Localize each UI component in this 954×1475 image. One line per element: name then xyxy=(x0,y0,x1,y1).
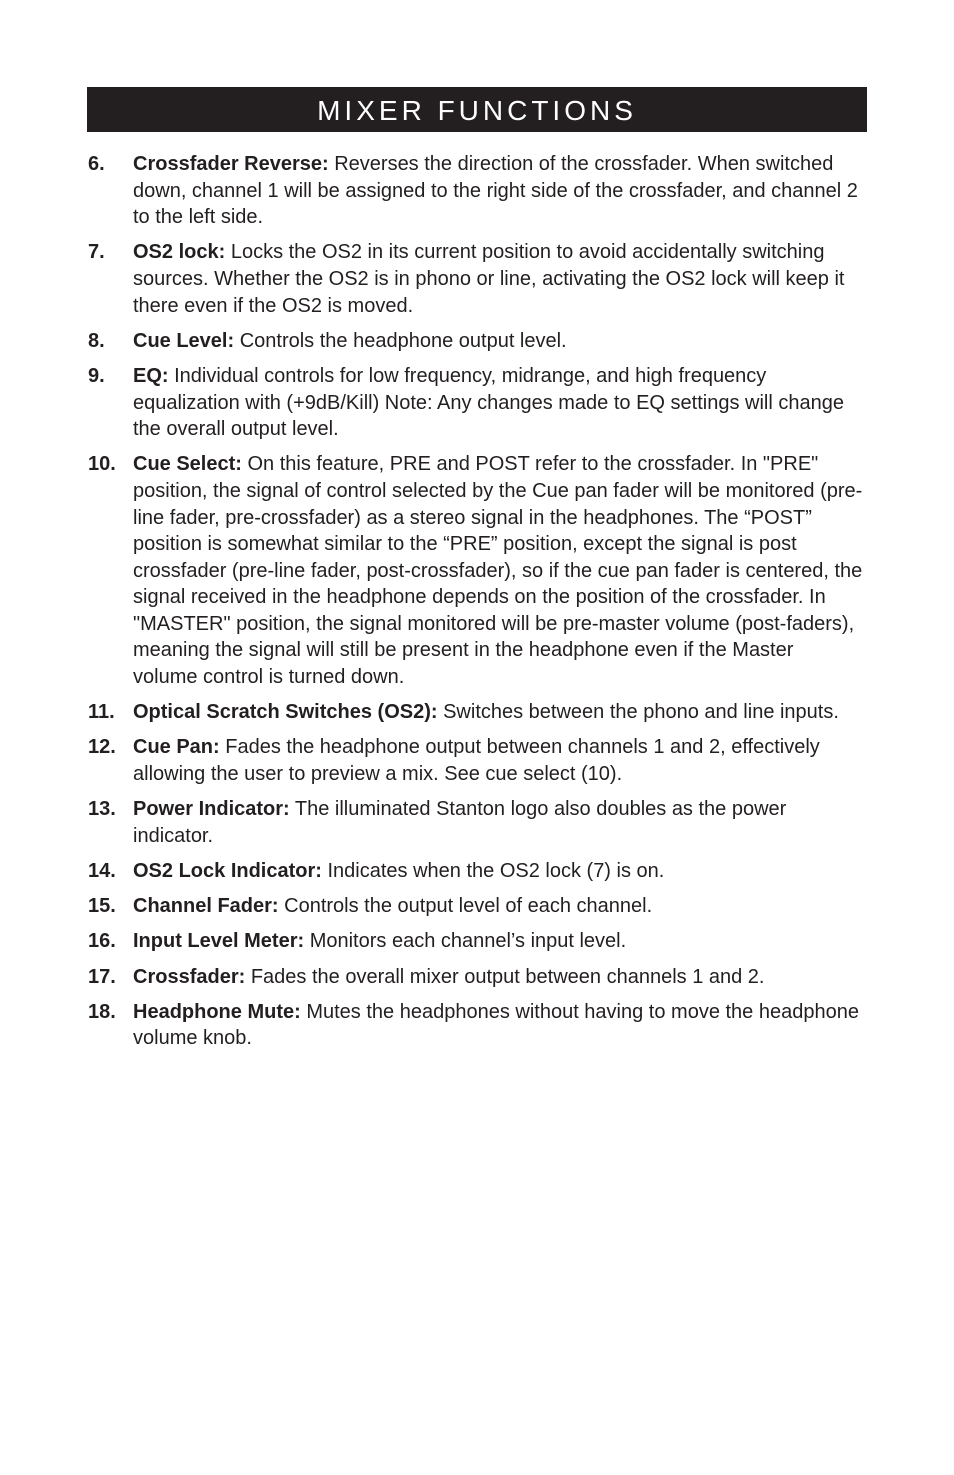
item-term: Cue Pan: xyxy=(133,736,220,759)
item-number: 10. xyxy=(88,453,116,476)
item-term: Crossfader Reverse: xyxy=(133,153,329,175)
list-item xyxy=(88,858,863,885)
list-item xyxy=(88,328,863,355)
item-term: Optical Scratch Switches (OS2): xyxy=(133,701,438,724)
item-description: Monitors each channel’s input level. xyxy=(304,930,627,953)
item-description: Controls the headphone output level. xyxy=(234,329,567,352)
item-description: Fades the headphone output between channels 1 and 2, effectively allowing the user to preview a mix. See cue select (10). xyxy=(133,736,820,786)
list-item xyxy=(88,151,863,231)
section-header xyxy=(87,87,867,132)
item-description: On this feature, PRE and POST refer to the crossfader. In "PRE" position, the signal of control selected by the Cue pan fader will be monitored (pre-line fader, pre-crossfader) as a stereo signal in the headphones. The “POST” position is somewhat similar to the “PRE” position, except the signal is post crossfader (pre-line fader, post-crossfader), so if the cue pan fader is centered, the signal received in the headphone depends on the position of the crossfader. In "MASTER" position, the signal monitored will be pre-master volume (post-faders), meaning the signal will still be present in the headphone even if the Master volume control is turned down. xyxy=(133,453,863,689)
item-term: OS2 Lock Indicator: xyxy=(133,860,322,882)
item-term: EQ: xyxy=(133,364,169,387)
item-number: 17. xyxy=(88,965,116,988)
item-number: 7. xyxy=(88,241,105,264)
item-description: Individual controls for low frequency, midrange, and high frequency equalization with (+9dB/Kill) Note: Any changes made to EQ settings will change the overall output level. xyxy=(133,364,844,441)
item-description: The illuminated Stanton logo also doubles as the power indicator. xyxy=(133,798,787,847)
list-item xyxy=(88,999,863,1052)
item-term: Cue Level: xyxy=(133,329,235,352)
list-item xyxy=(88,451,863,690)
item-number: 6. xyxy=(88,153,105,175)
function-list xyxy=(88,151,863,1061)
list-item xyxy=(88,928,863,955)
item-term: Headphone Mute: xyxy=(133,1000,301,1023)
item-description: Controls the output level of each channel. xyxy=(278,895,653,918)
item-number: 9. xyxy=(88,364,105,387)
list-item xyxy=(88,699,863,726)
page-title: MIXER FUNCTIONS xyxy=(317,94,637,126)
item-number: 18. xyxy=(88,1000,116,1023)
item-description: Mutes the headphones without having to move the headphone volume knob. xyxy=(133,1000,859,1050)
item-number: 8. xyxy=(88,329,105,352)
list-item xyxy=(88,734,863,787)
item-term: Crossfader: xyxy=(133,965,246,988)
item-number: 14. xyxy=(88,860,116,882)
item-term: Cue Select: xyxy=(133,453,242,476)
item-number: 12. xyxy=(88,736,116,759)
list-item xyxy=(88,796,863,849)
list-item xyxy=(88,363,863,443)
item-number: 15. xyxy=(88,895,116,918)
item-description: Reverses the direction of the crossfader. When switched down, channel 1 will be assigned to the right side of the crossfader, and channel 2 to the left side. xyxy=(133,153,858,229)
item-term: Power Indicator: xyxy=(133,798,290,821)
item-number: 13. xyxy=(88,798,116,821)
item-description: Indicates when the OS2 lock (7) is on. xyxy=(321,860,665,882)
item-description: Switches between the phono and line inputs. xyxy=(437,701,839,724)
item-description: Locks the OS2 in its current position to avoid accidentally switching sources. Whether the OS2 is in phono or line, activating the OS2 lock will keep it there even if the OS2 is moved. xyxy=(133,241,845,317)
item-number: 11. xyxy=(88,701,115,724)
item-term: Channel Fader: xyxy=(133,895,279,918)
list-item xyxy=(88,964,863,991)
list-item xyxy=(88,239,863,319)
item-description: Fades the overall mixer output between channels 1 and 2. xyxy=(245,965,765,988)
item-number: 16. xyxy=(88,930,116,953)
item-term: OS2 lock: xyxy=(133,241,226,264)
list-item xyxy=(88,893,863,920)
item-term: Input Level Meter: xyxy=(133,930,305,953)
